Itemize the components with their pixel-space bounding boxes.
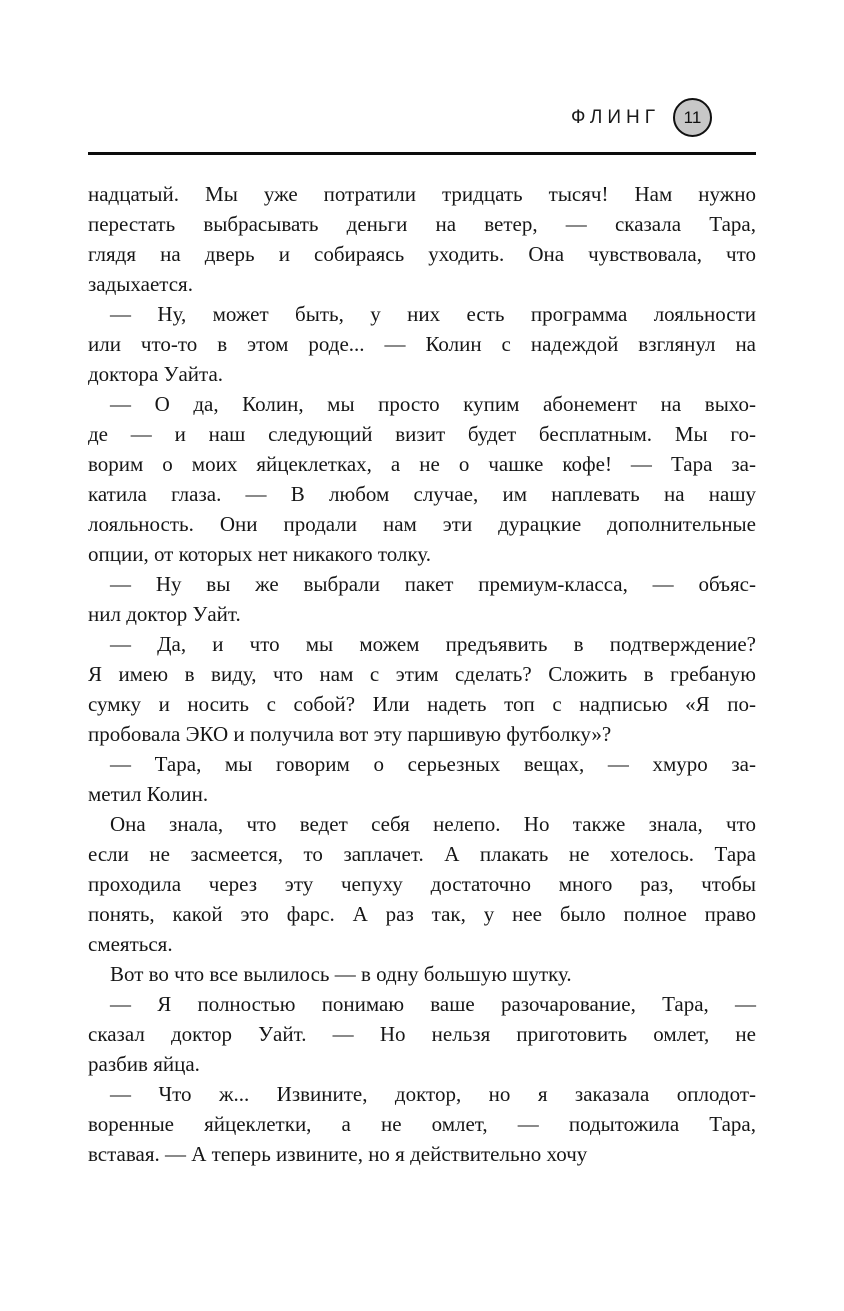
text-line: проходила через эту чепуху достаточно много раз, чтобы (88, 872, 756, 896)
text-line: вставая. — А теперь извините, но я действительно хочу (88, 1142, 588, 1166)
text-line: воренные яйцеклетки, а не омлет, — подытожила Тара, (88, 1112, 756, 1136)
paragraph (88, 749, 756, 809)
text-line: — Да, и что мы можем предъявить в подтверждение? (110, 632, 756, 656)
text-line: Я имею в виду, что нам с этим сделать? Сложить в гребаную (88, 662, 756, 686)
text-line: метил Колин. (88, 782, 209, 806)
text-line: глядя на дверь и собираясь уходить. Она чувствовала, что (88, 242, 756, 266)
text-line: — Ну вы же выбрали пакет премиум-класса, — объяс- (110, 572, 756, 596)
text-line: — Что ж... Извините, доктор, но я заказала оплодот- (110, 1082, 756, 1106)
text-line: — Ну, может быть, у них есть программа лояльности (110, 302, 756, 326)
running-title: ФЛИНГ (571, 106, 660, 128)
text-line: задыхается. (88, 272, 193, 296)
text-line: сказал доктор Уайт. — Но нельзя приготовить омлет, не (88, 1022, 756, 1046)
text-body (88, 179, 756, 1169)
paragraph (88, 389, 756, 569)
text-line: если не засмеется, то заплачет. А плакать не хотелось. Тара (88, 842, 756, 866)
text-line: ворим о моих яйцеклетках, а не о чашке кофе! — Тара за- (88, 452, 756, 476)
paragraph (88, 299, 756, 389)
text-line: Она знала, что ведет себя нелепо. Но также знала, что (110, 812, 756, 836)
paragraph (88, 989, 756, 1079)
text-line: или что-то в этом роде... — Колин с надеждой взглянул на (88, 332, 756, 356)
text-line: смеяться. (88, 932, 173, 956)
text-line: де — и наш следующий визит будет бесплатным. Мы го- (88, 422, 756, 446)
paragraph (88, 569, 756, 629)
text-line: — Тара, мы говорим о серьезных вещах, — хмуро за- (110, 752, 756, 776)
text-line: опции, от которых нет никакого толку. (88, 542, 432, 566)
text-line: сумку и носить с собой? Или надеть топ с надписью «Я по- (88, 692, 756, 716)
text-line: лояльность. Они продали нам эти дурацкие дополнительные (88, 512, 756, 536)
text-line: доктора Уайта. (88, 362, 224, 386)
header-rule (88, 152, 756, 155)
text-line: понять, какой это фарс. А раз так, у нее было полное право (88, 902, 756, 926)
text-line: разбив яйца. (88, 1052, 200, 1076)
text-line: перестать выбрасывать деньги на ветер, — сказала Тара, (88, 212, 756, 236)
text-line: — О да, Колин, мы просто купим абонемент на выхо- (110, 392, 756, 416)
paragraph (88, 629, 756, 749)
paragraph (88, 809, 756, 959)
page-number-badge (673, 98, 712, 137)
paragraph (88, 959, 756, 989)
text-line: — Я полностью понимаю ваше разочарование, Тара, — (110, 992, 756, 1016)
text-line: Вот во что все вылилось — в одну большую шутку. (110, 962, 572, 986)
paragraph (88, 179, 756, 299)
text-line: катила глаза. — В любом случае, им наплевать на нашу (88, 482, 756, 506)
text-line: пробовала ЭКО и получила вот эту паршивую футболку»? (88, 722, 612, 746)
text-line: нил доктор Уайт. (88, 602, 241, 626)
page-number: 11 (683, 107, 702, 127)
text-line: надцатый. Мы уже потратили тридцать тысяч! Нам нужно (88, 182, 756, 206)
paragraph (88, 1079, 756, 1169)
page-header (571, 98, 712, 137)
